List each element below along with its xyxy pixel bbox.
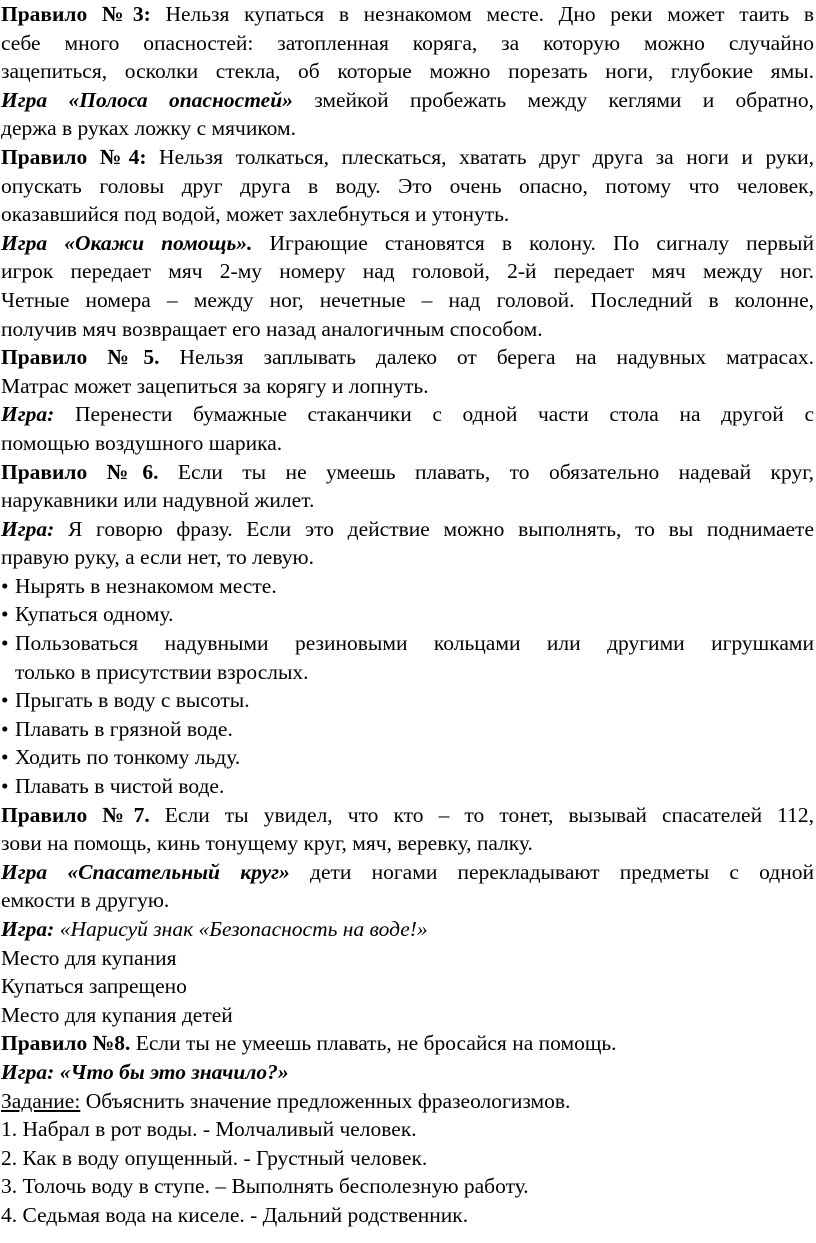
rule-4-line-2: опускать головы друг друга в воду. Это очень опасно, потому что человек, [1,173,814,198]
rule-7-line-2: зови на помощь, кинь тонущему круг, мяч, веревку, палку. [1,831,533,856]
bullet-dot: • [1,631,9,656]
rule-4-line-3: оказавшийся под водой, может захлебнуться и утонуть. [1,202,510,227]
rule-5-text-1: Нельзя заплывать далеко от берега на надувных матрасах. [159,345,814,370]
rule-6-text-1: Если ты не умеешь плавать, то обязательно надевай круг, [158,459,814,484]
game-7-label: Игра «Спасательный круг» [1,859,290,884]
rule-4-line-1 [1,143,814,172]
game-6-label: Игра: [1,516,55,541]
bullet-item: • Прыгать в воду с высоты. [1,686,814,715]
bullet-item: • Нырять в незнакомом месте. [1,572,814,601]
game-4-line-1 [1,229,814,258]
idiom-item: 3. Толочь воду в ступе. – Выполнять бесполезную работу. [1,1174,529,1199]
game-4-line-2: игрок передает мяч 2-му номеру над головой, 2-й передает мяч между ног. [1,259,814,284]
game-5-line-1 [1,400,814,429]
game-8-line: Игра: «Что бы это значило?» [1,1059,289,1084]
rule-3-text-1: Нельзя купаться в незнакомом месте. Дно реки может таить в [150,2,814,26]
game-5-label: Игра: [1,402,55,427]
rule-6-line-1 [1,458,814,487]
sign-item: Место для купания детей [1,1002,233,1027]
rule-5-line-2: Матрас может зацепиться за корягу и лопнуть. [1,373,429,398]
sign-item: Купаться запрещено [1,974,187,999]
task-line [1,1087,814,1116]
idiom-item: 1. Набрал в рот воды. - Молчаливый человек. [1,1117,417,1142]
game-7-text-1: дети ногами перекладывают предметы с одной [289,859,814,884]
rule-5-line-1 [1,343,814,372]
game-4-line-3: Четные номера – между ног, нечетные – над головой. Последний в колонне, [1,287,814,312]
rule-6-line-2: нарукавники или надувной жилет. [1,488,315,513]
game-3-line-2: держа в руках ложку с мячиком. [1,116,297,141]
bullet-item: • Плавать в грязной воде. [1,715,814,744]
rule-8-text: Если ты не умеешь плавать, не бросайся на помощь. [130,1031,617,1056]
bullet-dot: • [1,774,9,799]
bullet-item: • Плавать в чистой воде. [1,772,814,801]
rule-4-label: Правило №4: [1,144,147,169]
bullet-dot: • [1,573,9,598]
game-7b-label: Игра: [1,917,55,941]
game-3-line-1 [1,86,814,115]
rule-7-line-1 [1,801,814,830]
bullet-item-continuation: только в присутствии взрослых. [15,659,309,684]
bullet-dot: • [1,602,9,627]
game-3-text-1: змейкой пробежать между кеглями и обратно, [292,87,814,112]
rule-4-text-1: Нельзя толкаться, плескаться, хватать друг друга за ноги и руки, [146,144,815,169]
game-4-label: Игра «Окажи помощь». [1,230,253,255]
game-5-text-1: Перенести бумажные стаканчики с одной части стола на другой с [54,402,814,427]
game-3-label: Игра «Полоса опасностей» [1,87,293,112]
task-text: Объяснить значение предложенных фразеологизмов. [80,1088,571,1113]
game-6-line-2: правую руку, а если нет, то левую. [1,545,314,570]
idiom-item: 4. Седьмая вода на киселе. - Дальний родственник. [1,1202,469,1227]
game-6-line-1 [1,515,814,544]
rule-8-label: Правило №8. [1,1031,131,1056]
game-5-line-2: помощью воздушного шарика. [1,430,283,455]
idiom-item: 2. Как в воду опущенный. - Грустный человек. [1,1145,428,1170]
bullet-item: • Ходить по тонкому льду. [1,743,814,772]
rule-7-text-1: Если ты увидел, что кто – то тонет, вызывай спасателей 112, [149,802,814,827]
rule-3-line-2: себе много опасностей: затопленная коряга, за которую можно случайно [1,30,814,55]
rule-3-label: Правило №3: [1,2,151,26]
game-4-line-4: получив мяч возвращает его назад аналогичным способом. [1,316,543,341]
rule-6-label: Правило №6. [1,459,159,484]
game-7-line-2: емкости в другую. [1,888,170,913]
rule-3-line-1 [1,0,814,29]
bullet-item: • Пользоваться надувными резиновыми кольцами или другими игрушками [1,629,814,658]
bullet-dot: • [1,745,9,770]
game-7b-text: «Нарисуй знак «Безопасность на воде!» [54,917,428,941]
rule-8-line [1,1029,814,1058]
rule-7-label: Правило №7. [1,802,150,827]
rule-5-label: Правило №5. [1,345,160,370]
game-7b-line [1,915,814,944]
bullet-dot: • [1,716,9,741]
game-6-text-1: Я говорю фразу. Если это действие можно выполнять, то вы поднимаете [54,516,814,541]
game-4-text-1: Играющие становятся в колону. По сигналу первый [252,230,814,255]
bullet-dot: • [1,688,9,713]
game-7-line-1 [1,858,814,887]
task-label: Задание: [1,1088,81,1113]
sign-item: Место для купания [1,945,177,970]
bullet-item: • Купаться одному. [1,600,814,629]
rule-3-line-3: зацепиться, осколки стекла, об которые можно порезать ноги, глубокие ямы. [1,59,814,84]
